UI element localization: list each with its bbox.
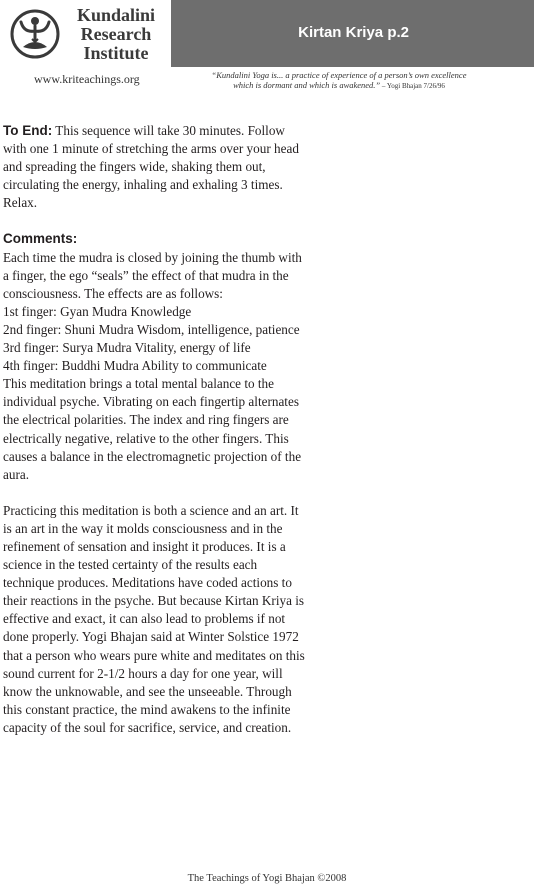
text-line: 4th finger: Buddhi Mudra Ability to communicate (3, 358, 267, 374)
text-line: causes a balance in the electromagnetic projection of the (3, 448, 302, 464)
spacer (3, 484, 315, 502)
text-line: capacity of the soul for sacrifice, service, and creation. (3, 719, 292, 735)
to-end-paragraph (3, 122, 315, 140)
text-line: circulating the energy, inhaling and exhaling 3 times. (3, 177, 283, 193)
organization-name-line: Kundalini (76, 5, 156, 25)
header-logo-area (0, 0, 171, 67)
text-line: sound current for 2-1/2 hours a day for one year, will (3, 665, 283, 681)
text-line: is an art in the way it molds consciousness and in the (3, 520, 283, 536)
main-content (3, 122, 315, 737)
text-line: 3rd finger: Surya Mudra Vitality, energy of life (3, 340, 251, 356)
organization-name-line: Institute (83, 43, 149, 63)
quote-line: “Kundalini Yoga is... a practice of experience of a person’s own excellence (211, 70, 467, 80)
text-line: done properly. Yogi Bhajan said at Winter Solstice 1972 (3, 629, 299, 645)
text-line: This meditation brings a total mental balance to the (3, 376, 275, 392)
text-line: This sequence will take 30 minutes. Follow (52, 123, 285, 138)
page-footer: The Teachings of Yogi Bhajan ©2008 (187, 873, 347, 884)
organization-name-line: Research (80, 24, 152, 44)
text-line: 1st finger: Gyan Mudra Knowledge (3, 303, 192, 319)
text-line: aura. (3, 466, 29, 482)
text-line: Practicing this meditation is both a science and an art. It (3, 502, 299, 518)
text-line: individual psyche. Vibrating on each fingertip alternates (3, 394, 299, 410)
text-line: science in the tested certainty of the results each (3, 557, 258, 573)
to-end-heading: To End: (3, 123, 53, 138)
text-line: 2nd finger: Shuni Mudra Wisdom, intelligence, patience (3, 321, 300, 337)
text-line: refinement of sensation and insight it produces. It is a (3, 538, 286, 554)
text-line: and spreading the fingers wide, shaking them out, (3, 159, 266, 175)
comments-heading: Comments: (3, 231, 78, 247)
page-header (0, 0, 534, 67)
text-line: technique produces. Meditations have coded actions to (3, 575, 292, 591)
quote-text: which is dormant and which is awakened.” (233, 80, 381, 90)
text-line: effective and exact, it can also lead to problems if not (3, 611, 286, 627)
quote-line (204, 80, 474, 91)
text-line: that a person who wears pure white and meditates on this (3, 647, 305, 663)
spacer (3, 212, 315, 230)
text-line: consciousness. The effects are as follows: (3, 285, 223, 301)
text-line: the electrical polarities. The index and ring fingers are (3, 412, 289, 428)
text-line: with one 1 minute of stretching the arms over your head (3, 141, 299, 157)
text-line: know the unknowable, and see the unseeable. Through (3, 683, 292, 699)
text-line: a finger, the ego “seals” the effect of that mudra in the (3, 267, 289, 283)
meditating-figure-logo-icon (10, 9, 60, 59)
text-line: electrically negative, relative to the other fingers. This (3, 430, 289, 446)
text-line: this constant practice, the mind awakens to the infinite (3, 701, 291, 717)
website-link[interactable]: www.kriteachings.org (34, 72, 140, 86)
text-line: their reactions in the psyche. But because Kirtan Kriya is (3, 593, 305, 609)
header-quote (204, 70, 474, 91)
organization-name (64, 6, 168, 63)
document-title: Kirtan Kriya p.2 (298, 24, 409, 41)
quote-attribution: – Yogi Bhajan 7/26/96 (380, 82, 445, 90)
text-line: Each time the mudra is closed by joining the thumb with (3, 249, 302, 265)
text-line: Relax. (3, 195, 38, 211)
